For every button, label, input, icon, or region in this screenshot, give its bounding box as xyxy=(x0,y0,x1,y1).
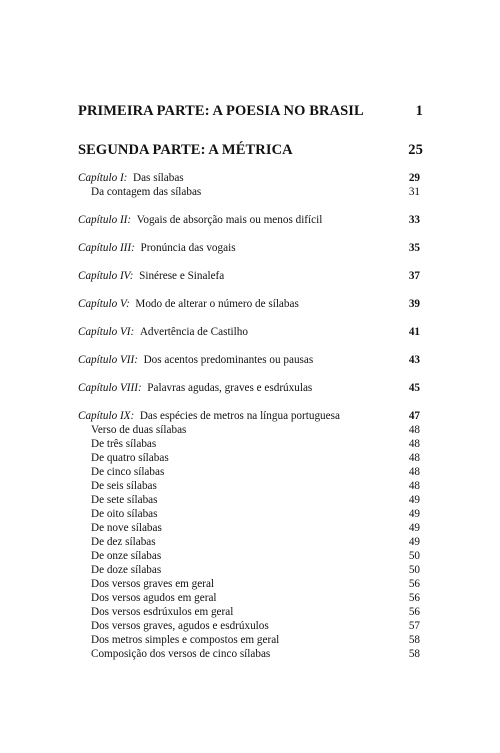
chapter-number: Capítulo VIII: xyxy=(78,382,142,394)
entry-title: Modo de alterar o número de sílabas xyxy=(135,298,299,310)
chapter-number: Capítulo V: xyxy=(78,298,130,310)
entry-title: Dos metros simples e compostos em geral xyxy=(91,634,280,646)
toc-chapter-entry xyxy=(78,241,420,255)
entry-label xyxy=(78,381,312,395)
toc-subentry xyxy=(78,647,420,661)
entry-title: Palavras agudas, graves e esdrúxulas xyxy=(147,382,313,394)
entry-label xyxy=(91,535,156,549)
entry-page-number: 41 xyxy=(408,326,420,338)
toc-subentry xyxy=(78,507,420,521)
entry-label xyxy=(91,437,156,451)
chapter-number: Capítulo IV: xyxy=(78,270,134,282)
entry-page-number: 57 xyxy=(408,620,420,632)
entry-title: De seis sílabas xyxy=(91,480,157,492)
toc-subentry xyxy=(78,465,420,479)
entry-title: Dos versos graves, agudos e esdrúxulos xyxy=(91,620,269,632)
toc-subentry xyxy=(78,577,420,591)
entry-title: Advertência de Castilho xyxy=(139,326,248,338)
entry-label xyxy=(78,297,299,311)
entry-page-number: 33 xyxy=(408,214,420,226)
entry-page-number: 49 xyxy=(408,536,420,548)
entry-label xyxy=(91,563,161,577)
entry-page-number: 58 xyxy=(408,648,420,660)
entry-label xyxy=(78,353,313,367)
entry-page-number: 43 xyxy=(408,354,420,366)
toc-subentry xyxy=(78,423,420,437)
entry-label xyxy=(91,465,164,479)
entry-title: De sete sílabas xyxy=(91,494,158,506)
entry-page-number: 49 xyxy=(408,494,420,506)
toc-subentry xyxy=(78,563,420,577)
entry-title: Dos versos esdrúxulos em geral xyxy=(91,606,234,618)
entry-page-number: 48 xyxy=(408,438,420,450)
entry-label xyxy=(78,409,340,423)
entry-title: Dos versos agudos em geral xyxy=(91,592,217,604)
toc-subentry xyxy=(78,493,420,507)
toc-subentry xyxy=(78,437,420,451)
chapter-number: Capítulo VI: xyxy=(78,326,135,338)
entry-label xyxy=(78,269,224,283)
entry-page-number: 31 xyxy=(408,186,420,198)
entry-title: Das espécies de metros na língua portuguesa xyxy=(139,410,340,422)
entry-label xyxy=(78,241,236,255)
entry-label xyxy=(91,479,157,493)
chapter-number: Capítulo III: xyxy=(78,242,135,254)
toc-chapter-entry xyxy=(78,325,420,339)
entry-label xyxy=(78,171,184,185)
entry-page-number: 48 xyxy=(408,452,420,464)
entry-label xyxy=(78,325,248,339)
entry-title: De quatro sílabas xyxy=(91,452,169,464)
entry-page-number: 58 xyxy=(408,634,420,646)
entry-page-number: 50 xyxy=(408,564,420,576)
toc-subentry xyxy=(78,549,420,563)
entry-label xyxy=(91,451,169,465)
entry-title: Da contagem das sílabas xyxy=(91,186,202,198)
entry-page-number: 37 xyxy=(408,270,420,282)
entry-title: Das sílabas xyxy=(133,172,184,184)
entry-title: De doze sílabas xyxy=(91,564,162,576)
toc-chapter-entry xyxy=(78,297,420,311)
entry-label xyxy=(91,493,157,507)
entry-title: Dos acentos predominantes ou pausas xyxy=(143,354,314,366)
entry-label xyxy=(78,213,322,227)
entry-page-number: 48 xyxy=(408,424,420,436)
entry-title: De dez sílabas xyxy=(91,536,156,548)
entry-page-number: 56 xyxy=(408,606,420,618)
entry-title: Sinérese e Sinalefa xyxy=(139,270,225,282)
entry-title: Vogais de absorção mais ou menos difícil xyxy=(136,214,323,226)
entry-page-number: 56 xyxy=(408,578,420,590)
entry-label xyxy=(91,647,270,661)
entry-title: De nove sílabas xyxy=(91,522,162,534)
entry-page-number: 39 xyxy=(408,298,420,310)
part-page-number: 25 xyxy=(408,142,423,158)
toc-chapter-entry xyxy=(78,269,420,283)
entry-page-number: 29 xyxy=(408,172,420,184)
entry-title: De onze sílabas xyxy=(91,550,162,562)
toc-subentry xyxy=(78,619,420,633)
entry-page-number: 49 xyxy=(408,522,420,534)
entry-page-number: 56 xyxy=(408,592,420,604)
entry-page-number: 49 xyxy=(408,508,420,520)
toc-subentry xyxy=(78,185,420,199)
chapter-number: Capítulo I: xyxy=(78,172,128,184)
toc-subentry xyxy=(78,605,420,619)
entry-label xyxy=(91,423,186,437)
toc-subentry xyxy=(78,535,420,549)
entry-label xyxy=(91,185,201,199)
entry-title: De oito sílabas xyxy=(91,508,158,520)
toc-chapter-entry xyxy=(78,171,420,185)
toc-subentry xyxy=(78,479,420,493)
entry-label xyxy=(91,577,214,591)
part-page-number: 1 xyxy=(415,103,423,119)
entry-page-number: 50 xyxy=(408,550,420,562)
toc-subentry xyxy=(78,451,420,465)
entry-title: Dos versos graves em geral xyxy=(91,578,215,590)
toc-subentry xyxy=(78,521,420,535)
entry-label xyxy=(91,633,279,647)
entry-page-number: 35 xyxy=(408,242,420,254)
entry-label xyxy=(91,605,233,619)
entry-page-number: 47 xyxy=(408,410,420,422)
entry-title: Composição dos versos de cinco sílabas xyxy=(91,648,271,660)
entry-title: De três sílabas xyxy=(91,438,157,450)
toc-subentry xyxy=(78,633,420,647)
chapter-number: Capítulo VII: xyxy=(78,354,138,366)
toc-subentry xyxy=(78,591,420,605)
entry-title: Pronúncia das vogais xyxy=(140,242,236,254)
part-title: PRIMEIRA PARTE: A POESIA NO BRASIL xyxy=(78,103,364,119)
entry-title: Verso de duas sílabas xyxy=(91,424,187,436)
chapter-number: Capítulo II: xyxy=(78,214,132,226)
part-title: SEGUNDA PARTE: A MÉTRICA xyxy=(78,142,293,158)
toc-chapter-entry xyxy=(78,353,420,367)
toc-chapter-entry xyxy=(78,409,420,423)
entry-label xyxy=(91,521,162,535)
entry-title: De cinco sílabas xyxy=(91,466,165,478)
entry-page-number: 45 xyxy=(408,382,420,394)
toc-chapter-entry xyxy=(78,213,420,227)
entry-label xyxy=(91,507,158,521)
entry-page-number: 48 xyxy=(408,480,420,492)
chapter-number: Capítulo IX: xyxy=(78,410,135,422)
entry-label xyxy=(91,619,269,633)
entry-page-number: 48 xyxy=(408,466,420,478)
entry-label xyxy=(91,549,161,563)
entry-label xyxy=(91,591,217,605)
toc-chapter-entry xyxy=(78,381,420,395)
